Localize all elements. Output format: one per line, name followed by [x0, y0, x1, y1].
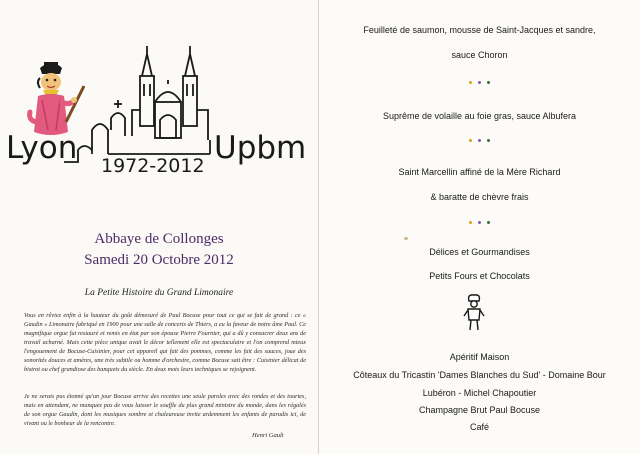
guignol-puppet-icon	[30, 62, 84, 135]
logo-years-text: 1972-2012	[101, 155, 205, 177]
story-paragraph-2: Je ne serais pas étonné qu'un jour Bocuse arrive des recettes une seule paroles avec des rondes et des tourtes, mais en attendant, ne manquez pas de vous laisser le souffle du plus grand ministre du monde, dans les régalés de son orgue Gaudin, dont les musiques sombre et chaleureuse invite ardemment les enfants de paradis ici, de vivant ou le bonheur de la rencontre.	[24, 393, 306, 427]
venue-name: Abbaye de Collonges	[94, 231, 224, 247]
basilica-icon	[64, 46, 210, 162]
drink-aperitif: Apéritif Maison	[449, 352, 510, 362]
separator-dots-2	[319, 139, 640, 145]
story-paragraph-1: Vous en rêviez enfin à la hauteur du goût démesuré de Paul Bocuse pour tout ce qui se fait de grand : ce « Gaudin » Limonaire fabriqué en 1900 pour une salle de concerts de Thiers, a eu la faveur de notre âme Paul. Ce magnifique orgue fut restauré et remis en état par son épouse Pierre Fournier, qui a dû y consacrer deux ans de travail acharné. Mais cette pièce unique avait le décor tellement elle est spectaculaire et l'on comprend mieux l'engouement de Bocuse-Cuisinier, pour cet appareil qui fait des pommes, comme les fait des sauces, joue des sonorités douces et amères, une très subtile ou homme d'orchestre, comme Bocuse sait être : Cuisinier délicat de bistrot ou chef grandiose des banquets du siècle. En deux mots leurs techniques se rejoignent.	[24, 312, 306, 373]
drink-wine-1: Côteaux du Tricastin 'Dames Blanches du Sud' - Domaine Bour	[353, 370, 606, 380]
separator-dot	[469, 139, 472, 142]
drink-wine-2: Lubéron - Michel Chapoutier	[422, 388, 537, 398]
drink-coffee: Café	[469, 422, 489, 432]
separator-dots-3	[319, 221, 640, 227]
drink-champagne: Champagne Brut Paul Bocuse	[418, 405, 541, 415]
separator-dot	[469, 221, 472, 224]
separator-dot	[478, 139, 481, 142]
separator-dot	[487, 139, 490, 142]
story-title: La Petite Histoire du Grand Limonaire	[84, 288, 234, 298]
story-signature: Henri Gault	[252, 432, 284, 439]
lyon-upbm-logo	[0, 40, 318, 180]
menu-course-3-line-2: & baratte de chèvre frais	[430, 192, 529, 202]
event-date: Samedi 20 Octobre 2012	[84, 252, 234, 268]
logo-lyon-text: Lyon	[6, 130, 78, 166]
menu-course-2: Suprême de volaille au foie gras, sauce Albufera	[382, 111, 577, 121]
page-fold	[318, 0, 319, 454]
separator-dots-1	[319, 81, 640, 87]
menu-dessert-1: Délices et Gourmandises	[429, 247, 530, 257]
separator-dot	[487, 81, 490, 84]
paper-smudge	[404, 237, 408, 240]
menu-course-1-line-2: sauce Choron	[451, 50, 508, 60]
separator-dot	[478, 221, 481, 224]
chef-icon	[462, 292, 486, 332]
menu-course-1-line-1: Feuilleté de saumon, mousse de Saint-Jacques et sandre,	[363, 25, 596, 35]
menu-course-3-line-1: Saint Marcellin affiné de la Mère Richard	[398, 167, 561, 177]
separator-dot	[478, 81, 481, 84]
menu-dessert-2: Petits Fours et Chocolats	[429, 271, 530, 281]
logo-upbm-text: Upbm	[214, 130, 307, 166]
separator-dot	[487, 221, 490, 224]
separator-dot	[469, 81, 472, 84]
